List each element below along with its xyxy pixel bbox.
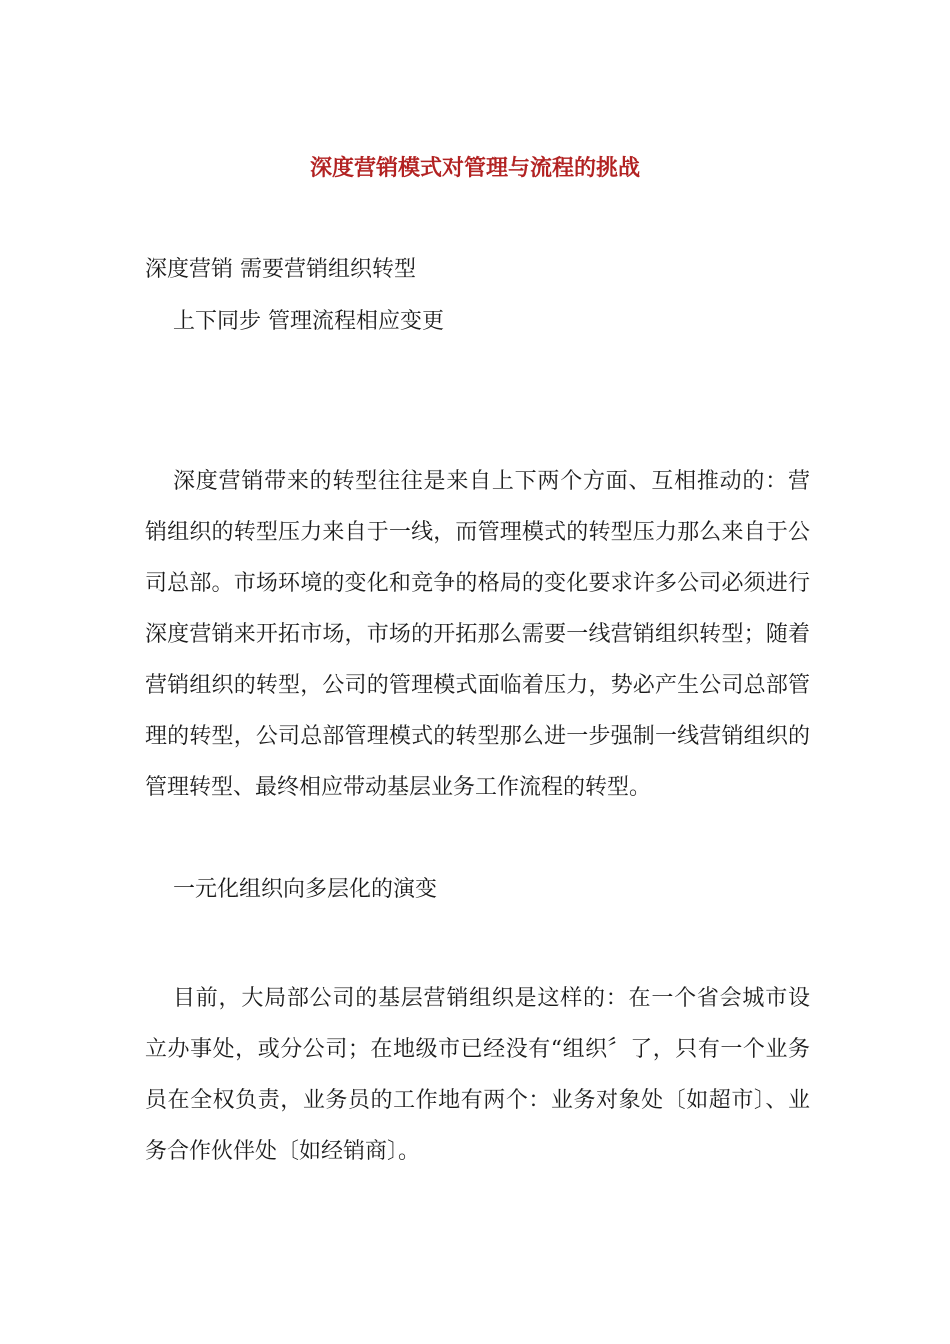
body-paragraph-1: 深度营销带来的转型往往是来自上下两个方面、互相推动的：营销组织的转型压力来自于一线，而管理模式的转型压力那么来自于公司总部。市场环境的变化和竞争的格局的变化要求许多公司必须进行深度营销来开拓市场，市场的开拓那么需要一线营销组织转型；随着营销组织的转型，公司的管理模式面临着压力，势必产生公司总部管理的转型，公司总部管理模式的转型那么进一步强制一线营销组织的管理转型、最终相应带动基层业务工作流程的转型。 <box>145 469 810 800</box>
section-heading: 一元化组织向多层化的演变 <box>173 877 438 902</box>
subtitle-line-2: 上下同步 管理流程相应变更 <box>173 309 444 334</box>
document-title: 深度营销模式对管理与流程的挑战 <box>309 155 640 181</box>
subtitle-line-1: 深度营销 需要营销组织转型 <box>145 257 416 282</box>
body-paragraph-2: 目前，大局部公司的基层营销组织是这样的：在一个省会城市设立办事处，或分公司；在地级市已经没有“组织〞了，只有一个业务员在全权负责，业务员的工作地有两个：业务对象处〔如超市〕、业务合作伙伴处〔如经销商〕。 <box>145 986 810 1164</box>
